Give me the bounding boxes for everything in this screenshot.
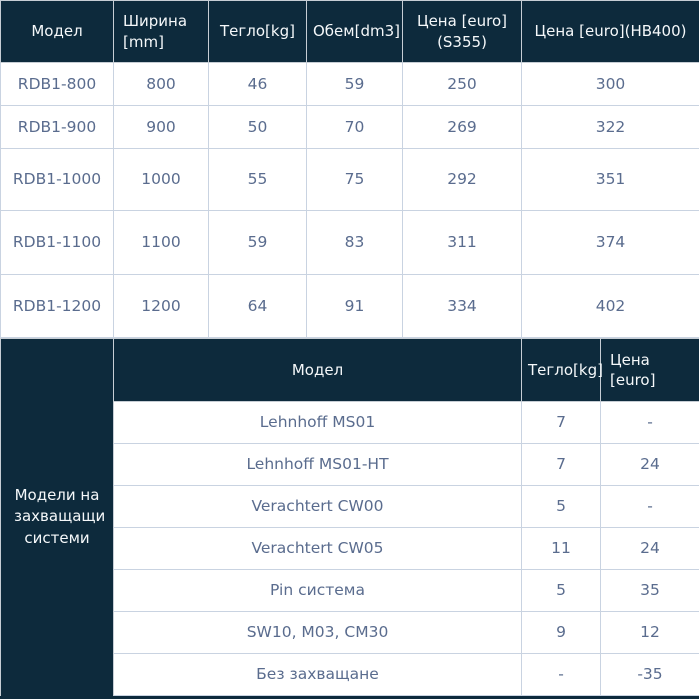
cell-model: Verachtert CW05 <box>114 528 522 570</box>
cell-width: 800 <box>114 63 209 106</box>
cell-width: 900 <box>114 106 209 149</box>
cell-volume: 59 <box>307 63 403 106</box>
cell-weight: 5 <box>522 486 601 528</box>
cell-price-hb400: 402 <box>522 275 699 338</box>
cell-model: RDB1-1000 <box>1 149 114 211</box>
cell-weight: 46 <box>209 63 307 106</box>
cell-model: RDB1-1100 <box>1 211 114 275</box>
cell-model: RDB1-800 <box>1 63 114 106</box>
cell-price-hb400: 322 <box>522 106 699 149</box>
cell-model: Pin система <box>114 570 522 612</box>
cell-weight: 5 <box>522 570 601 612</box>
cell-width: 1000 <box>114 149 209 211</box>
cell-model: RDB1-900 <box>1 106 114 149</box>
cell-price: - <box>601 486 699 528</box>
cell-price: -35 <box>601 654 699 696</box>
col-header-weight: Тегло[kg] <box>209 1 307 63</box>
cell-price-s355: 311 <box>403 211 522 275</box>
cell-price-hb400: 351 <box>522 149 699 211</box>
col-header-price-s355: Цена [euro] (S355) <box>403 1 522 63</box>
table-header-row <box>1 1 699 63</box>
cell-model: SW10, M03, CM30 <box>114 612 522 654</box>
side-label: Модели на захващащи системи <box>1 339 114 696</box>
cell-price: 12 <box>601 612 699 654</box>
cell-weight: 64 <box>209 275 307 338</box>
cell-volume: 91 <box>307 275 403 338</box>
cell-weight: 55 <box>209 149 307 211</box>
table-row <box>1 211 699 275</box>
cell-weight: 50 <box>209 106 307 149</box>
cell-model: Lehnhoff MS01 <box>114 402 522 444</box>
cell-volume: 83 <box>307 211 403 275</box>
coupler-systems-table <box>0 338 699 696</box>
cell-weight: - <box>522 654 601 696</box>
cell-price: - <box>601 402 699 444</box>
cell-price-s355: 250 <box>403 63 522 106</box>
col-header-volume: Обем[dm3] <box>307 1 403 63</box>
cell-weight: 59 <box>209 211 307 275</box>
cell-width: 1100 <box>114 211 209 275</box>
table-header-row <box>1 339 699 402</box>
cell-price-s355: 269 <box>403 106 522 149</box>
col-header-price-hb400: Цена [euro](HB400) <box>522 1 699 63</box>
cell-weight: 11 <box>522 528 601 570</box>
cell-price-hb400: 300 <box>522 63 699 106</box>
cell-volume: 70 <box>307 106 403 149</box>
cell-model: Lehnhoff MS01-HT <box>114 444 522 486</box>
cell-model: Verachtert CW00 <box>114 486 522 528</box>
cell-volume: 75 <box>307 149 403 211</box>
cell-price: 35 <box>601 570 699 612</box>
cell-price: 24 <box>601 444 699 486</box>
table-row <box>1 275 699 338</box>
cell-weight: 7 <box>522 444 601 486</box>
col-header-weight: Тегло[kg] <box>522 339 601 402</box>
cell-price-s355: 292 <box>403 149 522 211</box>
col-header-model: Модел <box>114 339 522 402</box>
cell-price: 24 <box>601 528 699 570</box>
col-header-model: Модел <box>1 1 114 63</box>
col-header-price: Цена [euro] <box>601 339 699 402</box>
cell-weight: 7 <box>522 402 601 444</box>
cell-width: 1200 <box>114 275 209 338</box>
rdb1-price-table <box>0 0 699 338</box>
cell-model: Без захващане <box>114 654 522 696</box>
table-row <box>1 106 699 149</box>
cell-weight: 9 <box>522 612 601 654</box>
table-row <box>1 63 699 106</box>
cell-price-hb400: 374 <box>522 211 699 275</box>
cell-price-s355: 334 <box>403 275 522 338</box>
table-row <box>1 149 699 211</box>
cell-model: RDB1-1200 <box>1 275 114 338</box>
col-header-width: Ширина [mm] <box>114 1 209 63</box>
